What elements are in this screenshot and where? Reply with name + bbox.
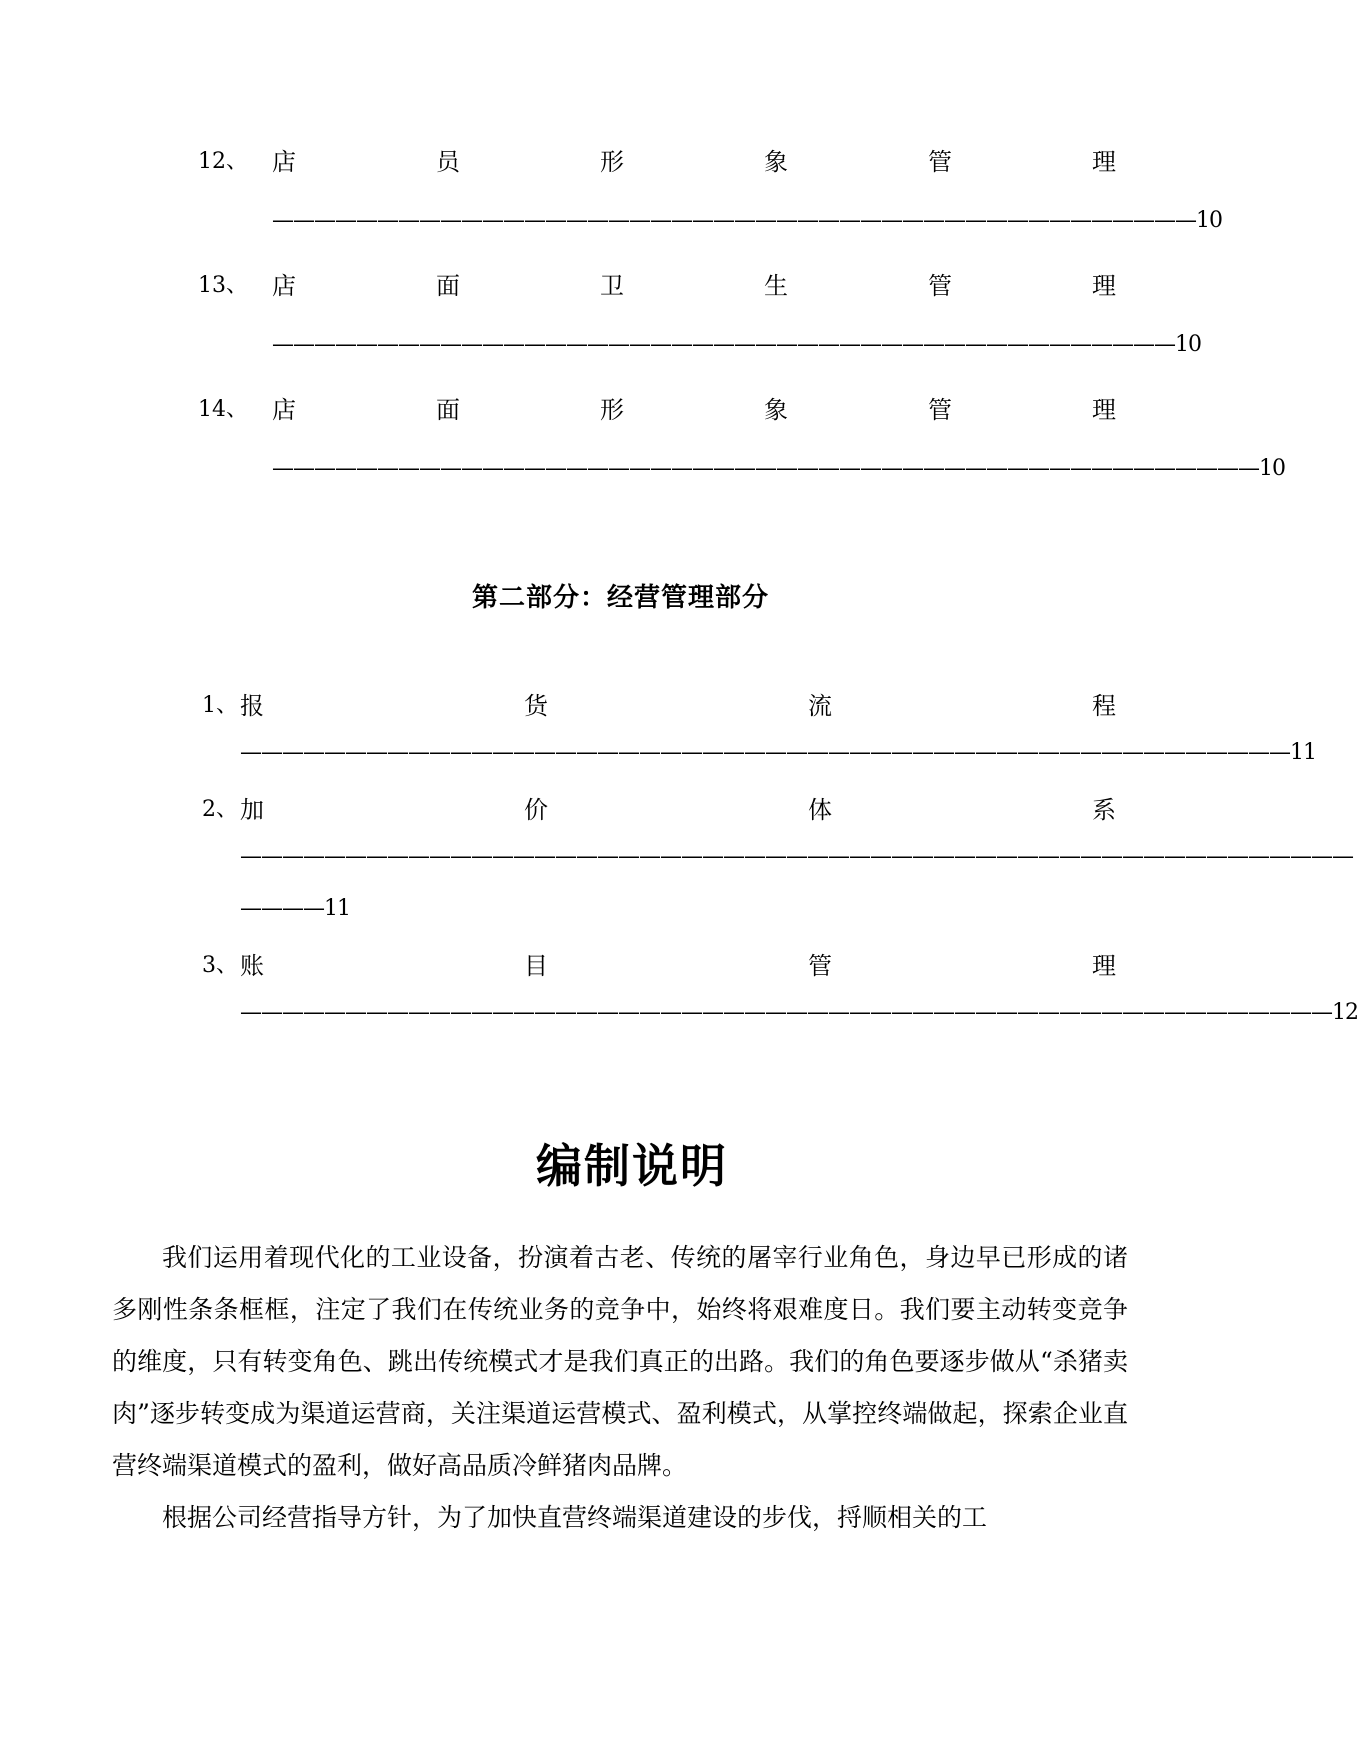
toc-char: 店 bbox=[272, 272, 296, 300]
toc-item-title bbox=[272, 142, 1116, 177]
toc-char: 面 bbox=[436, 272, 460, 300]
toc-leader: ———————————————————————————————————————————————10 bbox=[272, 456, 1285, 481]
toc-char: 形 bbox=[600, 396, 624, 424]
toc-char: 管 bbox=[928, 272, 952, 300]
toc-char: 系 bbox=[1092, 796, 1116, 824]
toc-item-number: 13、 bbox=[198, 273, 248, 298]
toc-item-title bbox=[240, 790, 1116, 825]
toc-char: 店 bbox=[272, 148, 296, 176]
toc-leader: ———————————————————————————————————————————10 bbox=[272, 332, 1201, 357]
toc-char: 管 bbox=[808, 952, 832, 980]
toc-char: 象 bbox=[764, 148, 788, 176]
toc-char: 店 bbox=[272, 396, 296, 424]
toc-char: 形 bbox=[600, 148, 624, 176]
toc-char: 管 bbox=[928, 396, 952, 424]
toc-leader: ——————————————————————————————————————————————————11 bbox=[240, 740, 1316, 765]
section-heading: 第二部分：经营管理部分 bbox=[471, 583, 769, 613]
toc-char: 理 bbox=[1092, 396, 1116, 424]
toc-char: 账 bbox=[240, 952, 264, 980]
toc-char: 目 bbox=[524, 952, 548, 980]
toc-item-title bbox=[272, 390, 1116, 425]
toc-char: 流 bbox=[808, 692, 832, 720]
toc-item-number: 2、 bbox=[202, 797, 238, 822]
toc-char: 管 bbox=[928, 148, 952, 176]
toc-char: 程 bbox=[1092, 692, 1116, 720]
toc-item-number: 14、 bbox=[198, 397, 248, 422]
toc-char: 理 bbox=[1092, 272, 1116, 300]
toc-char: 价 bbox=[524, 796, 548, 824]
toc-char: 加 bbox=[240, 796, 264, 824]
toc-char: 象 bbox=[764, 396, 788, 424]
toc-leader: ————————————————————————————————————————————10 bbox=[272, 208, 1222, 233]
toc-item-title bbox=[240, 686, 1116, 721]
toc-leader-continued: ————11 bbox=[240, 896, 350, 921]
toc-item-number: 1、 bbox=[202, 693, 238, 718]
toc-char: 货 bbox=[524, 692, 548, 720]
paragraph: 我们运用着现代化的工业设备，扮演着古老、传统的屠宰行业角色，身边早已形成的诸多刚性条条框框，注定了我们在传统业务的竞争中，始终将艰难度日。我们要主动转变竞争的维度，只有转变角色、跳出传统模式才是我们真正的出路。我们的角色要逐步做从“杀猪卖肉”逐步转变成为渠道运营商，关注渠道运营模式、盈利模式，从掌控终端做起，探索企业直营终端渠道模式的盈利，做好高品质冷鲜猪肉品牌。 bbox=[112, 1243, 1128, 1480]
toc-item-number: 12、 bbox=[198, 149, 248, 174]
toc-char: 理 bbox=[1092, 148, 1116, 176]
toc-char: 生 bbox=[764, 272, 788, 300]
toc-leader: ————————————————————————————————————————————————————— bbox=[240, 844, 1353, 869]
page-title: 编制说明 bbox=[536, 1139, 728, 1193]
toc-char: 体 bbox=[808, 796, 832, 824]
toc-char: 面 bbox=[436, 396, 460, 424]
toc-item-number: 3、 bbox=[202, 953, 238, 978]
toc-leader: ————————————————————————————————————————————————————12 bbox=[240, 1000, 1358, 1025]
body-text bbox=[112, 1232, 1128, 1544]
paragraph: 根据公司经营指导方针，为了加快直营终端渠道建设的步伐，捋顺相关的工 bbox=[162, 1503, 988, 1532]
toc-char: 卫 bbox=[600, 272, 624, 300]
toc-char: 理 bbox=[1092, 952, 1116, 980]
toc-char: 报 bbox=[240, 692, 264, 720]
toc-item-title bbox=[240, 946, 1116, 981]
toc-item-title bbox=[272, 266, 1116, 301]
toc-char: 员 bbox=[436, 148, 460, 176]
